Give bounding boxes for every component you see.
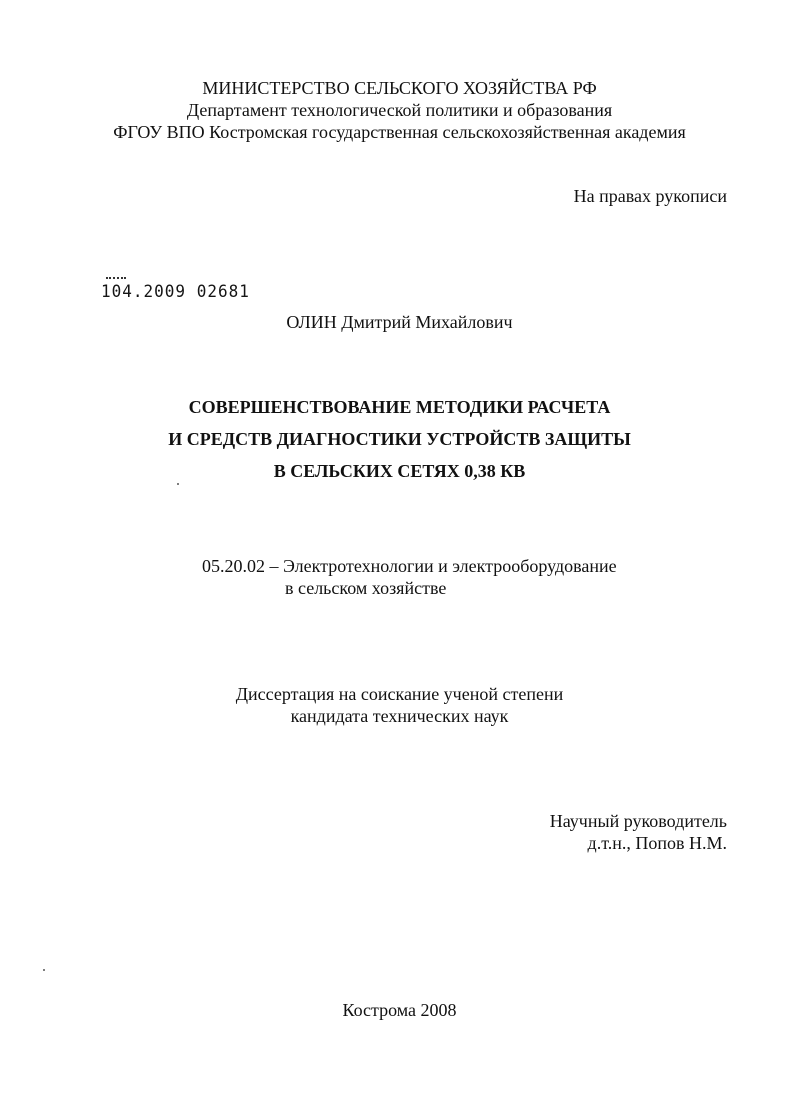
scan-speck-2 bbox=[43, 969, 45, 971]
title-line-2: И СРЕДСТВ ДИАГНОСТИКИ УСТРОЙСТВ ЗАЩИТЫ bbox=[168, 429, 631, 449]
title-line-3: В СЕЛЬСКИХ СЕТЯХ 0,38 КВ bbox=[273, 461, 526, 481]
manuscript-note: На правах рукописи bbox=[573, 186, 727, 206]
author-name: ОЛИН Дмитрий Михайлович bbox=[286, 312, 513, 332]
archive-stamp-number: 104.2009 02681 bbox=[101, 281, 250, 302]
title-line-1: СОВЕРШЕНСТВОВАНИЕ МЕТОДИКИ РАСЧЕТА bbox=[188, 397, 611, 417]
specialty-line-1: 05.20.02 – Электротехнологии и электрооборудование bbox=[202, 556, 617, 576]
degree-line-2: кандидата технических наук bbox=[290, 706, 509, 726]
city-year: Кострома 2008 bbox=[342, 1000, 457, 1020]
specialty-line-2: в сельском хозяйстве bbox=[285, 578, 447, 598]
academy-heading: ФГОУ ВПО Костромская государственная сельскохозяйственная академия bbox=[113, 122, 686, 142]
department-heading: Департамент технологической политики и образования bbox=[186, 100, 613, 120]
supervisor-name: д.т.н., Попов Н.М. bbox=[587, 833, 727, 853]
degree-line-1: Диссертация на соискание ученой степени bbox=[235, 684, 564, 704]
ministry-heading: МИНИСТЕРСТВО СЕЛЬСКОГО ХОЗЯЙСТВА РФ bbox=[202, 78, 597, 98]
scan-speck bbox=[177, 483, 179, 485]
supervisor-label: Научный руководитель bbox=[549, 811, 727, 831]
